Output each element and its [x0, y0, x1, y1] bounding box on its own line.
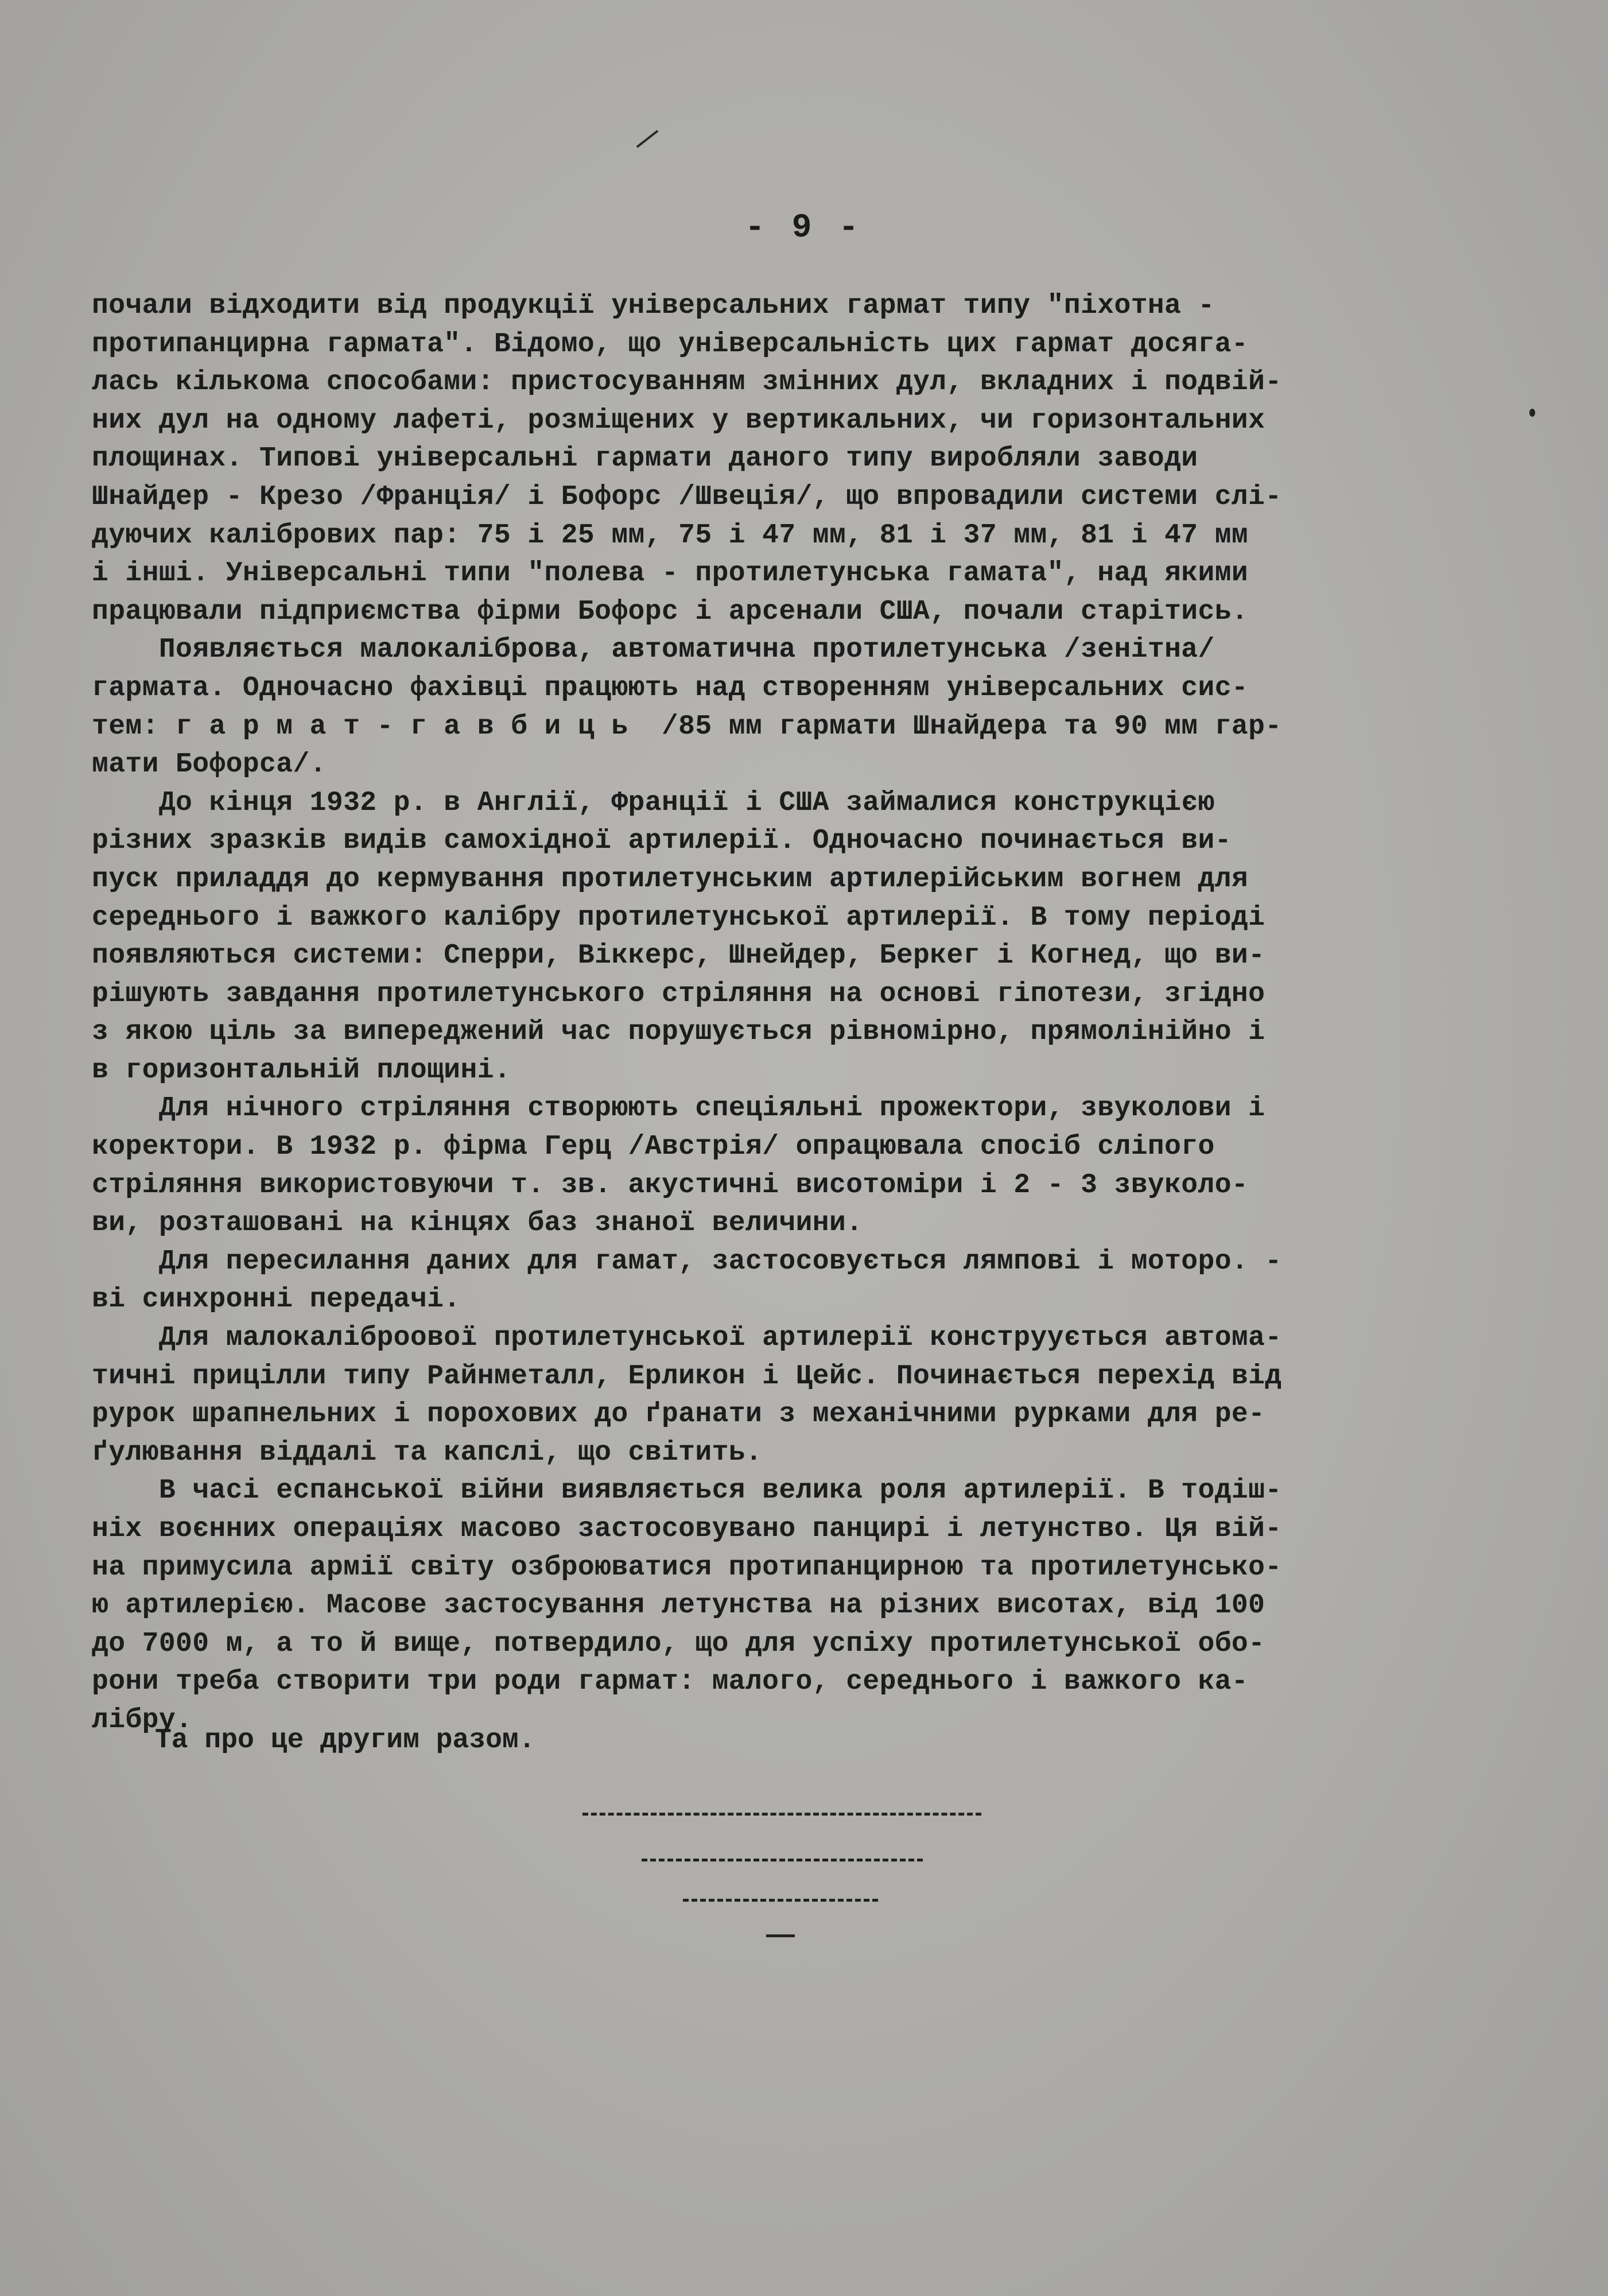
text-line: в горизонтальній площині. — [92, 1054, 511, 1086]
text-line: почали відходити від продукції універсальних гармат типу "піхотна - — [92, 290, 1215, 321]
text-line: ґулювання віддалі та капслі, що світить. — [92, 1437, 763, 1468]
paragraph — [92, 287, 1538, 631]
text-line: ніх воєнних операціях масово застосовувано панцирі і летунство. Ця вій- — [92, 1514, 1282, 1545]
text-line: них дул на одному лафеті, розміщених у вертикальних, чи горизонтальних — [92, 405, 1265, 436]
text-line: до 7000 м, а то й вище, потвердило, що для успіху протилетунської обо- — [92, 1628, 1265, 1659]
text-line: Для малокаліброової протилетунської артилерії конструується автома- — [92, 1322, 1282, 1354]
text-line: ю артилерією. Масове застосування летунства на різних висотах, від 100 — [92, 1590, 1265, 1622]
text-line: Для пересилання даних для гамат, застосовується лямпові і моторо. - — [92, 1246, 1282, 1277]
separator-line-2 — [642, 1859, 923, 1861]
text-line: лібру. — [92, 1704, 193, 1736]
text-line: працювали підприємства фірми Бофорс і арсенали США, почали старітись. — [92, 596, 1249, 627]
text-line: Шнайдер - Крезо /Франція/ і Бофорс /Швеція/, що впровадили системи слі- — [92, 481, 1282, 513]
text-line: Для нічного стріляння створюють спеціяльні прожектори, звуколови і — [92, 1093, 1265, 1124]
text-line: площинах. Типові універсальні гармати даного типу виробляли заводи — [92, 443, 1198, 475]
text-line: появляються системи: Сперри, Віккерс, Шнейдер, Беркег і Когнед, що ви- — [92, 940, 1265, 972]
document-body — [92, 287, 1538, 1740]
text-line: протипанцирна гармата". Відомо, що універсальність цих гармат досяга- — [92, 328, 1249, 360]
paragraph — [92, 1472, 1538, 1739]
text-line: середнього і важкого калібру протилетунської артилерії. В тому періоді — [92, 902, 1265, 933]
stray-pen-mark — [636, 130, 659, 148]
text-line: В часі еспанської війни виявляється велика роля артилерії. В тодіш- — [92, 1475, 1282, 1507]
text-line: Появляється малокаліброва, автоматична протилетунська /зенітна/ — [92, 634, 1215, 666]
text-line: на примусила армії світу озброюватися протипанцирною та протилетунсько- — [92, 1552, 1282, 1583]
separator-line-1 — [582, 1813, 981, 1816]
paragraph — [92, 1089, 1538, 1242]
paragraph — [92, 1319, 1538, 1472]
paragraph — [92, 1243, 1538, 1319]
text-line: ві синхронні передачі. — [92, 1284, 461, 1316]
text-line: гармата. Одночасно фахівці працюють над створенням універсальних сис- — [92, 672, 1249, 704]
text-line: тем: г а р м а т - г а в б и ц ь /85 мм гармати Шнайдера та 90 мм гар- — [92, 711, 1282, 742]
text-line: дуючих калібрових пар: 75 і 25 мм, 75 і 47 мм, 81 і 37 мм, 81 і 47 мм — [92, 519, 1249, 551]
paragraph — [92, 631, 1538, 784]
text-line: з якою ціль за випереджений час порушується рівномірно, прямолінійно і — [92, 1017, 1265, 1048]
separator-line-3 — [683, 1899, 878, 1902]
text-line: різних зразків видів самохідної артилерії. Одночасно починається ви- — [92, 825, 1232, 857]
paragraph — [92, 784, 1538, 1090]
page-number: - 9 - — [744, 210, 863, 247]
text-line: стріляння використовуючи т. зв. акустичні висотоміри і 2 - 3 звуколо- — [92, 1169, 1249, 1201]
text-line: і інші. Універсальні типи "полева - протилетунська гамата", над якими — [92, 558, 1249, 589]
closing-line: Та про це другим разом. — [155, 1725, 535, 1756]
text-line: мати Бофорса/. — [92, 749, 327, 781]
separator-line-4 — [766, 1934, 795, 1937]
text-line: рурок шрапнельних і порохових до ґранати з механічними рурками для ре- — [92, 1399, 1265, 1430]
text-line: До кінця 1932 р. в Англії, Франції і США займалися конструкцією — [92, 787, 1215, 819]
text-line: пуск приладдя до кермування протилетунським артилерійським вогнем для — [92, 863, 1249, 895]
text-line: рони треба створити три роди гармат: малого, середнього і важкого ка- — [92, 1666, 1249, 1698]
text-line: тичні прицілли типу Райнметалл, Ерликон і Цейс. Починається перехід від — [92, 1360, 1282, 1392]
text-line: лась кількома способами: пристосуванням змінних дул, вкладних і подвій- — [92, 367, 1282, 398]
text-line: ви, розташовані на кінцях баз знаної величини. — [92, 1208, 863, 1239]
text-line: рішують завдання протилетунського стріляння на основі гіпотези, згідно — [92, 978, 1265, 1010]
text-line: коректори. В 1932 р. фірма Герц /Австрія/ опрацювала спосіб сліпого — [92, 1131, 1215, 1163]
